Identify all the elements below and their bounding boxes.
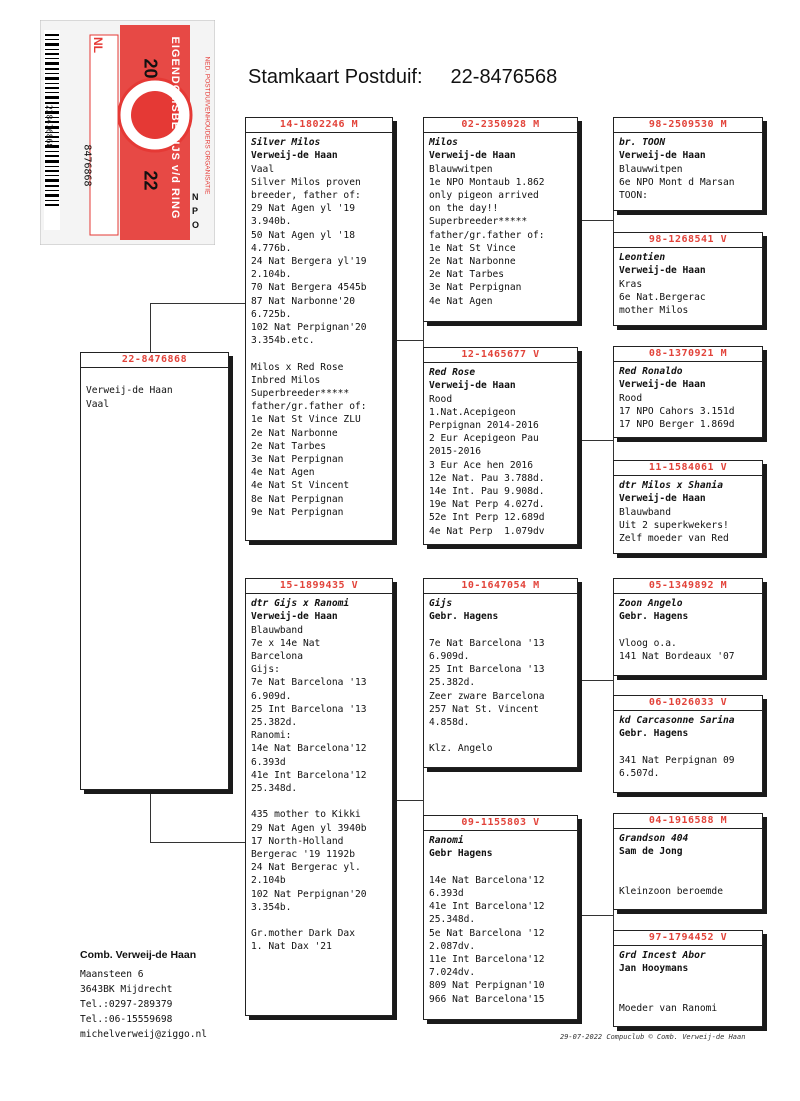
pedigree-card-mmm xyxy=(613,930,763,1027)
ring-year-right: 22 xyxy=(140,170,161,191)
card-text-line: 11e Int Barcelona'12 xyxy=(429,954,545,966)
ring-year-left: 20 xyxy=(140,58,161,79)
pedigree-card-father-father xyxy=(423,117,578,322)
pigeon-name: Milos xyxy=(429,137,458,149)
card-text-line: 102 Nat Perpignan'20 xyxy=(251,322,367,334)
pedigree-card-fmm xyxy=(613,460,763,554)
breeder-name: Verweij-de Haan xyxy=(251,150,338,162)
pigeon-name: Red Ronaldo xyxy=(619,366,683,378)
pigeon-name: Ranomi xyxy=(429,835,464,847)
card-text-line: 17 North-Holland xyxy=(251,835,344,847)
barcode-number: 228476868 xyxy=(44,104,54,149)
ring-id: 22-8476868 xyxy=(81,353,228,368)
pedigree-card-mmf xyxy=(613,813,763,910)
card-text-line: 14e Nat Barcelona'12 xyxy=(251,743,367,755)
card-text-line: 14e Int. Pau 9.908d. xyxy=(429,486,545,498)
ring-id: 04-1916588 M xyxy=(614,814,762,829)
card-text-line: Barcelona xyxy=(251,651,303,663)
card-text-line: Uit 2 superkwekers! xyxy=(619,519,729,531)
card-text-line: 7e Nat Barcelona '13 xyxy=(429,637,545,649)
print-stamp: 29-07-2022 Compuclub © Comb. Verweij-de Haan xyxy=(560,1033,746,1041)
card-text-line: on the day!! xyxy=(429,203,499,215)
spacer xyxy=(429,729,572,742)
pigeon-name: br. TOON xyxy=(619,137,666,149)
card-text-line: 17 NPO Cahors 3.151d xyxy=(619,405,735,417)
card-text-line: 4e Nat Agen xyxy=(429,295,493,307)
card-text-line: 3.354b.etc. xyxy=(251,335,315,347)
ring-id: 98-1268541 V xyxy=(614,233,762,248)
ring-certificate xyxy=(40,20,215,245)
connector xyxy=(390,340,423,341)
connector xyxy=(150,790,246,843)
title-label: Stamkaart Postduif: xyxy=(248,66,423,88)
spacer xyxy=(619,859,757,872)
card-text-line: only pigeon arrived xyxy=(429,190,539,202)
phone-1: Tel.:0297-289379 xyxy=(80,999,173,1010)
card-text-line: mother Milos xyxy=(619,305,689,317)
card-text-line: father/gr.father of: xyxy=(251,401,367,413)
ring-id: 05-1349892 M xyxy=(614,579,762,594)
card-text-line: 25.382d. xyxy=(251,717,298,729)
card-text-line: 4.858d. xyxy=(429,717,470,729)
card-text-line: 24 Nat Bergerac yl. xyxy=(251,862,361,874)
card-text-line: 2.087dv. xyxy=(429,940,476,952)
spacer xyxy=(619,624,757,637)
card-text-line: 3 Eur Ace hen 2016 xyxy=(429,459,533,471)
card-text-line: Rood xyxy=(429,393,453,405)
card-text-line: 3e Nat Perpignan xyxy=(429,282,522,294)
card-text-line: 2015-2016 xyxy=(429,446,481,458)
pedigree-card-ffm xyxy=(613,232,763,326)
ring-id: 12-1465677 V xyxy=(424,348,577,363)
card-text-line: 2e Nat Tarbes xyxy=(429,269,505,281)
card-text-line: 87 Nat Narbonne'20 xyxy=(251,295,355,307)
card-text-line: 4.776b. xyxy=(251,242,292,254)
card-text-line: 6.507d. xyxy=(619,768,660,779)
card-text-line: 6e Nat.Bergerac xyxy=(619,291,706,303)
card-text-line: Zelf moeder van Red xyxy=(619,533,729,545)
pigeon-name: dtr Milos x Shania xyxy=(619,480,723,492)
ring-title: EIGENDOMSBEWIJS v/d RING xyxy=(169,36,181,220)
card-text-line: 9e Nat Perpignan xyxy=(251,506,344,518)
breeder-name: Verweij-de Haan xyxy=(619,379,706,391)
card-text-line: 4e Nat Perp 1.079dv xyxy=(429,525,545,537)
card-text-line: 25.348d. xyxy=(429,914,476,926)
card-text-line: Gr.mother Dark Dax xyxy=(251,928,355,940)
pedigree-card-fff xyxy=(613,117,763,211)
card-text-line: 1e NPO Montaub 1.862 xyxy=(429,176,545,188)
ring-id: 98-2509530 M xyxy=(614,118,762,133)
spacer xyxy=(619,872,757,885)
breeder-name: Jan Hooymans xyxy=(619,963,689,975)
ring-id: 11-1584061 V xyxy=(614,461,762,476)
ring-id: 14-1802246 M xyxy=(246,118,392,133)
ring-country: NL xyxy=(91,37,105,53)
phone-2: Tel.:06-15559698 xyxy=(80,1014,173,1025)
pedigree-card-father-mother xyxy=(423,347,578,545)
card-text-line: 1e Nat St Vince xyxy=(429,242,516,254)
breeder-name: Gebr Hagens xyxy=(429,848,493,860)
card-text-line: 2.104b. xyxy=(251,269,292,281)
card-text-line: 2e Nat Tarbes xyxy=(251,440,327,452)
card-text-line: Klz. Angelo xyxy=(429,743,493,755)
card-text-line: Superbreeder***** xyxy=(429,216,528,228)
card-text-line: Perpignan 2014-2016 xyxy=(429,420,539,432)
pigeon-name: Grandson 404 xyxy=(619,833,689,845)
address-line-1: Maansteen 6 xyxy=(80,969,144,980)
card-text-line: 6.909d. xyxy=(251,690,292,702)
pedigree-card-mother-mother xyxy=(423,815,578,1020)
card-text-line: 70 Nat Bergera 4545b xyxy=(251,282,367,294)
connector xyxy=(398,225,424,435)
card-text-line: 809 Nat Perpignan'10 xyxy=(429,980,545,992)
breeder-name: Verweij-de Haan xyxy=(619,265,706,277)
pigeon-name: Silver Milos xyxy=(251,137,321,149)
connector xyxy=(390,800,423,801)
spacer xyxy=(251,795,387,808)
card-text-line: 1. Nat Dax '21 xyxy=(251,941,332,953)
ring-id: 10-1647054 M xyxy=(424,579,577,594)
card-text-line: 7.024dv. xyxy=(429,967,476,979)
card-text-line: 8e Nat Perpignan xyxy=(251,493,344,505)
card-text-line: 14e Nat Barcelona'12 xyxy=(429,874,545,886)
spacer xyxy=(619,989,757,1002)
ring-id: 97-1794452 V xyxy=(614,931,762,946)
card-text-line: Blauwwitpen xyxy=(619,163,683,175)
card-text-line: Gijs: xyxy=(251,664,280,676)
ring-organisation: NED. POSTDUIVENHOUDERS ORGANISATIE xyxy=(203,56,211,195)
card-text-line: 141 Nat Bordeaux '07 xyxy=(619,651,735,662)
card-text-line: 25 Int Barcelona '13 xyxy=(251,703,367,715)
spacer xyxy=(619,741,757,754)
pigeon-name: Grd Incest Abor xyxy=(619,950,706,962)
breeder-name: Verweij-de Haan xyxy=(251,611,338,623)
breeder-name: Verweij-de Haan xyxy=(429,380,516,392)
spacer xyxy=(429,624,572,637)
card-text-line: Kleinzoon beroemde xyxy=(619,885,723,897)
pigeon-name: Leontien xyxy=(619,252,666,264)
card-text-line: father/gr.father of: xyxy=(429,229,545,241)
card-text-line: 435 mother to Kikki xyxy=(251,809,361,821)
card-text-line: Superbreeder***** xyxy=(251,388,350,400)
card-text-line: 25 Int Barcelona '13 xyxy=(429,664,545,676)
card-text-line: 4e Nat Agen xyxy=(251,467,315,479)
card-text-line: Silver Milos proven xyxy=(251,176,361,188)
card-text-line: Blauwband xyxy=(251,624,303,636)
pigeon-name: kd Carcasonne Sarina xyxy=(619,715,735,727)
pedigree-card-mff xyxy=(613,578,763,676)
card-text-line: 29 Nat Agen yl '19 xyxy=(251,203,355,215)
pigeon-name: Gijs xyxy=(429,598,453,610)
pigeon-name: Red Rose xyxy=(429,367,476,379)
card-text-line: 5e Nat Barcelona '12 xyxy=(429,927,545,939)
owner-contact xyxy=(80,948,207,1042)
breeder-name: Gebr. Hagens xyxy=(619,611,689,623)
spacer xyxy=(619,976,757,989)
pedigree-card-subject: 22-8476868 Verweij-de Haan Vaal xyxy=(80,352,229,790)
card-text-line: Rood xyxy=(619,392,643,404)
title-ring-number: 22-8476568 xyxy=(450,66,558,88)
connector xyxy=(598,625,614,740)
card-text-line: Blauwwitpen xyxy=(429,163,493,175)
ring-id: 09-1155803 V xyxy=(424,816,577,831)
card-text-line: breeder, father of: xyxy=(251,190,361,202)
breeder-name: Verweij-de Haan xyxy=(619,493,706,505)
card-text-line: 17 NPO Berger 1.869d xyxy=(619,419,735,431)
card-text-line: 7e x 14e Nat xyxy=(251,637,321,649)
card-text-line: Bergerac '19 1192b xyxy=(251,849,355,861)
spacer xyxy=(251,347,387,360)
page-title xyxy=(248,66,557,89)
card-text-line: 966 Nat Barcelona'15 xyxy=(429,993,545,1005)
card-text-line: 2e Nat Narbonne xyxy=(429,256,516,268)
ring-id: 15-1899435 V xyxy=(246,579,392,594)
card-text-line: 12e Nat. Pau 3.788d. xyxy=(429,472,545,484)
ring-side-labels: N P O xyxy=(192,192,200,230)
pigeon-name: dtr Gijs x Ranomi xyxy=(251,598,350,610)
pigeon-name: Zoon Angelo xyxy=(619,598,683,610)
card-text-line: 6e NPO Mont d Marsan xyxy=(619,176,735,188)
card-text-line: 1e Nat St Vince ZLU xyxy=(251,414,361,426)
pedigree-card-father xyxy=(245,117,393,541)
card-text-line: 6.393d xyxy=(429,888,464,899)
card-text-line: 29 Nat Agen yl 3940b xyxy=(251,822,367,834)
spacer xyxy=(429,861,572,874)
card-text-line: 341 Nat Perpignan 09 xyxy=(619,754,735,766)
card-text-line: 24 Nat Bergera yl'19 xyxy=(251,256,367,268)
connector xyxy=(580,680,613,681)
card-text-line: Zeer zware Barcelona xyxy=(429,690,545,702)
connector xyxy=(580,220,613,221)
card-text-line: 3.940b. xyxy=(251,216,292,228)
card-text-line: 1.Nat.Acepigeon xyxy=(429,406,516,418)
card-text-line: 257 Nat St. Vincent xyxy=(429,703,539,715)
card-text-line: Vloog o.a. xyxy=(619,637,677,649)
ring-id: 08-1370921 M xyxy=(614,347,762,362)
card-text-line: Ranomi: xyxy=(251,730,292,742)
card-text-line: 41e Int Barcelona'12 xyxy=(251,769,367,781)
card-text-line: TOON: xyxy=(619,190,648,202)
pedigree-card-mother xyxy=(245,578,393,1016)
card-text-line: 50 Nat Agen yl '18 xyxy=(251,229,355,241)
address-line-2: 3643BK Mijdrecht xyxy=(80,984,173,995)
card-text-line: Milos x Red Rose xyxy=(251,361,344,373)
card-text-line: 6.393d xyxy=(251,756,286,768)
owner-name: Comb. Verweij-de Haan xyxy=(80,949,197,961)
ring-id: 02-2350928 M xyxy=(424,118,577,133)
card-text-line: 7e Nat Barcelona '13 xyxy=(251,677,367,689)
breeder-name: Verweij-de Haan xyxy=(619,150,706,162)
breeder-name: Verweij-de Haan xyxy=(429,150,516,162)
card-text-line: 2 Eur Acepigeon Pau xyxy=(429,433,539,445)
card-text-line: Vaal xyxy=(251,163,275,175)
card-text-line: 3e Nat Perpignan xyxy=(251,454,344,466)
card-text-line: Inbred Milos xyxy=(251,374,321,386)
card-text-line: 25.348d. xyxy=(251,783,298,795)
card-text-line: 6.909d. xyxy=(429,651,470,662)
breeder-name: Gebr. Hagens xyxy=(429,611,499,623)
pedigree-card-fmf xyxy=(613,346,763,438)
spacer xyxy=(251,914,387,927)
breeder-name: Sam de Jong xyxy=(619,846,683,858)
ring-number: 8476868 xyxy=(81,144,93,187)
pedigree-card-mfm xyxy=(613,695,763,793)
card-text-line: 2e Nat Narbonne xyxy=(251,427,338,439)
connector xyxy=(580,915,613,916)
card-text-line: Blauwband xyxy=(619,506,671,518)
card-text-line: 4e Nat St Vincent xyxy=(251,480,350,492)
pedigree-card-mother-father xyxy=(423,578,578,768)
card-text-line: Moeder van Ranomi xyxy=(619,1002,718,1014)
email: michelverweij@ziggo.nl xyxy=(80,1029,208,1040)
card-text-line: 3.354b. xyxy=(251,901,292,913)
connector xyxy=(150,303,246,354)
connector xyxy=(598,860,614,975)
connector xyxy=(580,440,613,441)
card-text-line: 19e Nat Perp 4.027d. xyxy=(429,499,545,511)
card-text-line: 102 Nat Perpignan'20 xyxy=(251,888,367,900)
card-text-line: 52e Int Perp 12.689d xyxy=(429,512,545,524)
card-text-line: 2.104b xyxy=(251,875,286,887)
card-text-line: 6.725b. xyxy=(251,308,292,320)
card-text-line: 25.382d. xyxy=(429,677,476,689)
card-text-line: 41e Int Barcelona'12 xyxy=(429,901,545,913)
card-text-line: Kras xyxy=(619,278,643,290)
ring-id: 06-1026033 V xyxy=(614,696,762,711)
breeder-name: Gebr. Hagens xyxy=(619,728,689,740)
